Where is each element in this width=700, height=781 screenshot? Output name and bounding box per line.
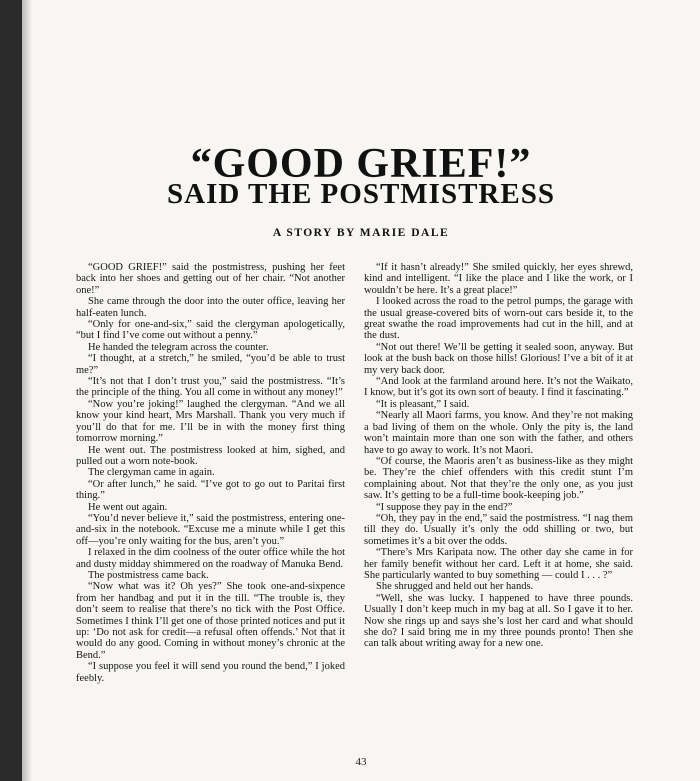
paragraph: “I suppose you feel it will send you round the bend,” I joked feebly. (76, 661, 345, 684)
paragraph: “Only for one-and-six,” said the clergyman apologetically, “but I find I’ve come out without a penny.” (76, 319, 345, 342)
paragraph: “If it hasn’t already!” She smiled quickly, her eyes shrewd, kind and intelligent. “I like the place and I like the work, or I wouldn’t be here. It’s a great place!” (364, 262, 633, 296)
paragraph: He went out again. (88, 501, 168, 513)
paragraph: “It’s not that I don’t trust you,” said the postmistress. “It’s the principle of the thing. You all come in without any money!” (76, 376, 345, 399)
paragraph: “Nearly all Maori farms, you know. And they’re not making a bad living of them on the whole. Only the pity is, the land won’t maintain more than one son with the father, and others have to go away to work. It’s not Maori. (364, 410, 633, 456)
paragraph: “Oh, they pay in the end,” said the postmistress. “I nag them till they do. Usually it’s only the odd shilling or two, but sometimes it’s a bit over the odds. (364, 512, 633, 547)
paragraph: The postmistress came back. (88, 569, 209, 581)
byline: A STORY BY MARIE DALE (272, 227, 450, 239)
paragraph: “You’d never believe it,” said the postmistress, entering one-and-six in the notebook. “Excuse me a minute while I get this off—you’re only waiting for the bus, aren’t you.” (76, 512, 345, 547)
paragraph: “There’s Mrs Karipata now. The other day she came in for her family benefit without her card. Left it at home, she said. She particularly wanted to buy something — could I . . . ?” (364, 547, 633, 581)
paragraph: I looked across the road to the petrol pumps, the garage with the usual grease-covered bits of worn-out cars beside it, to the great swathe the road improvements had cut in the hill, and at the dust. (364, 296, 633, 342)
page-number: 43 (355, 756, 367, 768)
story-subtitle: SAID THE POSTMISTRESS (167, 178, 555, 210)
paragraph: “I suppose they pay in the end?” (376, 501, 513, 513)
paragraph: “GOOD GRIEF!” said the postmistress, pushing her feet back into her shoes and getting out of her chair. “Not another one!” (76, 262, 345, 296)
paragraph: He went out. The postmistress looked at him, sighed, and pulled out a worn note-book. (76, 444, 345, 467)
story-title: “GOOD GRIEF!” (190, 141, 532, 187)
text-column-right (364, 262, 633, 650)
paragraph: He handed the telegram across the counter. (88, 341, 269, 353)
paragraph: “Now you’re joking!” laughed the clergyman. “And we all know your kind heart, Mrs Marshall. Thank you very much if you’ll do that for me. I’ll be in with the money first thing tomorrow morning.” (76, 398, 345, 445)
paragraph: “I thought, at a stretch,” he smiled, “you’d be able to trust me?” (76, 353, 345, 376)
paragraph: “And look at the farmland around here. It’s not the Waikato, I know, but it’s got its own sort of beauty. I find it fascinating.” (364, 376, 633, 399)
paragraph: “It is pleasant,” I said. (376, 398, 470, 410)
paragraph: “Well, she was lucky. I happened to have three pounds. Usually I don’t keep much in my bag at all. So I gave it to her. Now she rings up and says she’s lost her card and what should she do? I said bring me in my three pounds pronto! Then she can talk about writing away for a new one. (364, 592, 633, 650)
magazine-page (22, 0, 700, 781)
paragraph: “Now what was it? Oh yes?” She took one-and-sixpence from her handbag and put it in the till. “The trouble is, they don’t seem to realise that there’s no tick with the Post Office. Sometimes I think I’ll get one of those printed notices and put it up: ‘Do not ask for credit—a refusal often offends.’ Not that it would do any good. Coming in without money’s chronic at the Bend.” (76, 581, 345, 661)
paragraph: The clergyman came in again. (88, 467, 215, 479)
paragraph: She shrugged and held out her hands. (376, 581, 534, 593)
text-column-left (76, 262, 345, 684)
paragraph: She came through the door into the outer office, leaving her half-eaten lunch. (76, 296, 345, 319)
paragraph: “Or after lunch,” he said. “I’ve got to go out to Paritai first thing.” (76, 478, 345, 502)
binding-shadow (22, 0, 32, 781)
paragraph: I relaxed in the dim coolness of the outer office while the hot and dusty midday shimmered on the roadway of Manuka Bend. (76, 547, 345, 570)
paragraph: “Of course, the Maoris aren’t as business-like as they might be. They’re the chief offenders with this credit stunt I’m complaining about. Not that they’re the only one, as you just saw. It’s getting to be a full-time book-keeping job.” (364, 455, 633, 502)
paragraph: “Not out there! We’ll be getting it sealed soon, anyway. But look at the bush back on those hills! Glorious! I’ve a bit of it at my very back door. (364, 341, 633, 376)
